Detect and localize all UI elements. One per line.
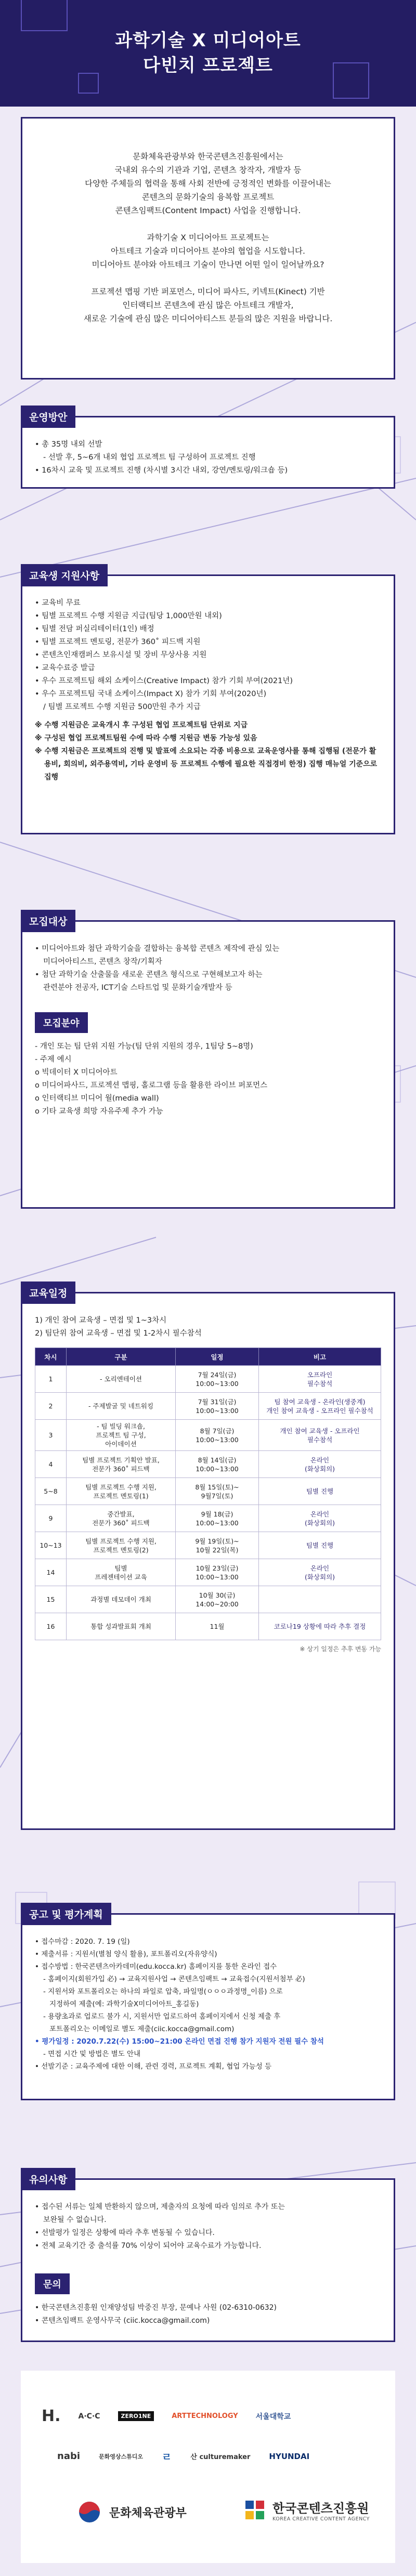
table-cell-note: 팀별 진행 <box>259 1532 381 1559</box>
partner-logo: A·C·C <box>78 2412 100 2421</box>
partner-logo: 서울대학교 <box>255 2412 291 2421</box>
table-cell-note: 개인 참여 교육생 - 오프라인 필수참석 <box>259 1420 381 1451</box>
table-cell-date: 9월 19일(토)~ 10월 22일(목) <box>176 1532 259 1559</box>
list-item: - 주제 예시 <box>35 1055 72 1064</box>
kocca-name: 한국콘텐츠진흥원 <box>272 2501 369 2516</box>
intro-paragraph-2 <box>38 231 378 271</box>
intro-line: 콘텐츠임팩트(Content Impact) 사업을 진행합니다. <box>115 206 301 215</box>
mcst-name: 문화체육관광부 <box>109 2506 187 2520</box>
table-cell-date: 8월 7일(금) 10:00~13:00 <box>176 1420 259 1451</box>
intro-line: 과학기술 X 미디어아트 프로젝트는 <box>147 233 269 242</box>
list-item: - 지원서와 포트폴리오는 하나의 파일로 압축, 파일명(ㅇㅇㅇ과정명_이름) 으로 <box>43 1987 283 1996</box>
table-row <box>35 1586 381 1613</box>
table-row <box>35 1420 381 1451</box>
list-item: 지정하여 제출(예: 과학기술X미디어아트_홍길동) <box>49 2000 199 2008</box>
list-item: - 용량초과로 업로드 불가 시, 지원서만 업로드하여 홈페이지에서 신청 제출 후 <box>43 2012 281 2021</box>
schedule-panel <box>21 1292 395 1830</box>
partner-logos-row-1 <box>42 2407 291 2425</box>
list-item: 보완될 수 없습니다. <box>43 2216 107 2224</box>
mcst-logo <box>78 2501 187 2523</box>
list-item: • 콘텐츠인재캠퍼스 보유시설 및 장비 무상사용 지원 <box>35 651 207 659</box>
section-label-apply: 공고 및 평가계획 <box>21 1903 111 1925</box>
table-cell-session: 3 <box>35 1420 67 1451</box>
table-cell-category: 통합 성과발표회 개최 <box>67 1613 176 1640</box>
intro-line: 미디어아트 분야와 아트테크 기술이 만나면 어떤 일이 일어날까요? <box>92 260 324 269</box>
hero-banner <box>0 0 416 107</box>
partner-logo: HYUNDAI <box>269 2451 310 2461</box>
list-item: • 팀별 전담 퍼실리테이터(1인) 배정 <box>35 625 154 633</box>
list-item: o 인터랙티브 미디어 월(media wall) <box>35 1094 159 1103</box>
list-item: • 선발기준 : 교육주제에 대한 이해, 관련 경력, 프로젝트 계획, 협업 가능성 등 <box>35 2062 272 2071</box>
partner-logos-row-2 <box>57 2449 309 2464</box>
intro-line: 국내외 유수의 기관과 기업, 콘텐츠 창작자, 개발자 등 <box>114 165 302 175</box>
list-item: • 전체 교육기간 중 출석률 70% 이상이 되어야 교육수료가 가능합니다. <box>35 2242 262 2250</box>
list-item: 미디어아티스트, 콘텐츠 창작/기획자 <box>43 958 162 966</box>
table-row <box>35 1393 381 1420</box>
table-row <box>35 1505 381 1532</box>
table-cell-category: 팀별 프로젝트 수행 지원, 프로젝트 멘토링(1) <box>67 1478 176 1505</box>
list-item: • 우수 프로젝트팀 국내 쇼케이스(Impact X) 참가 기회 부여(2020년) <box>35 690 267 698</box>
table-header-row <box>35 1348 381 1366</box>
table-cell-note: 팀별 진행 <box>259 1478 381 1505</box>
table-row <box>35 1532 381 1559</box>
schedule-intro-line: 1) 개인 참여 교육생 – 면접 및 1~3차시 <box>35 1316 167 1325</box>
note-item: ※ 수행 지원금은 프로젝트의 진행 및 발표에 소요되는 각종 비용으로 교육운영사를 통해 집행됨 (전문가 활용비, 회의비, 외주용역비, 기타 운영비 등 프로젝트 수행에 필요한 직접경비 한정) 집행 매뉴얼 기준으로 집행 <box>35 747 378 781</box>
kocca-logo <box>244 2498 370 2522</box>
table-cell-note: 코로나19 상황에 따라 추후 결정 <box>259 1613 381 1640</box>
target-panel <box>21 920 395 1209</box>
table-cell-session: 2 <box>35 1393 67 1420</box>
list-item: o 기타 교육생 희망 자유주제 추가 가능 <box>35 1107 163 1116</box>
list-item: - 선발 후, 5~6개 내외 협업 프로젝트 팀 구성하여 프로젝트 진행 <box>43 453 256 462</box>
list-item: o 빅데이터 X 미디어아트 <box>35 1068 118 1077</box>
schedule-footnote: ※ 상기 일정은 추후 변동 가능 <box>300 1645 381 1653</box>
table-cell-date: 8월 15일(토)~ 9월7일(토) <box>176 1478 259 1505</box>
list-item: • 콘텐츠임팩트 운영사무국 (ciic.kocca@gmail.com) <box>35 2317 210 2325</box>
table-cell-category: 과정별 데모데이 개최 <box>67 1586 176 1613</box>
table-row <box>35 1451 381 1478</box>
table-cell-date: 10월 30(금) 14:00~20:00 <box>176 1586 259 1613</box>
operation-panel <box>21 416 395 489</box>
table-cell-session: 15 <box>35 1586 67 1613</box>
table-cell-note: 팀 참여 교육생 - 온라인(생중계) 개인 참여 교육생 - 오프라인 필수참석 <box>259 1393 381 1420</box>
table-cell-note: 오프라인 필수참석 <box>259 1366 381 1393</box>
table-cell-category: - 팀 빌딩 워크숍, 프로젝트 팀 구성, 아이데이션 <box>67 1420 176 1451</box>
section-label-field: 모집분야 <box>35 1012 88 1033</box>
list-item: • 팀별 프로젝트 수행 지원금 지급(팀당 1,000만원 내외) <box>35 612 222 620</box>
table-cell-session: 16 <box>35 1613 67 1640</box>
table-row <box>35 1559 381 1586</box>
partner-logo: 산 culturemaker <box>190 2453 251 2461</box>
table-cell-session: 10~13 <box>35 1532 67 1559</box>
list-item: o 미디어파사드, 프로젝션 맵핑, 홀로그램 등을 활용한 라이브 퍼포먼스 <box>35 1081 268 1090</box>
apply-panel <box>21 1913 395 2100</box>
list-item: • 접수마감 : 2020. 7. 19 (일) <box>35 1938 130 1946</box>
list-item: • 접수방법 : 한국콘텐츠아카데미(edu.kocca.kr) 홈페이지를 통한 온라인 접수 <box>35 1963 277 1971</box>
table-cell-category: 팀별 프레젠테이션 교육 <box>67 1559 176 1586</box>
list-item: • 평가일정 : 2020.7.22(수) 15:00~21:00 온라인 면접 진행 참가 지원자 전원 필수 참석 <box>35 2037 324 2046</box>
intro-line: 새로운 기술에 관심 많은 미디어아티스트 분들의 많은 지원을 바랍니다. <box>83 314 333 323</box>
intro-line: 프로젝션 맵핑 기반 퍼포먼스, 미디어 파사드, 키넥트(Kinect) 기반 <box>91 287 325 296</box>
partner-logo: ARTTECHNOLOGY <box>172 2412 238 2420</box>
table-cell-note: 온라인 (화상회의) <box>259 1559 381 1586</box>
column-header: 비고 <box>259 1348 381 1366</box>
section-label-operation: 운영방안 <box>21 406 75 428</box>
list-item: • 교육수료증 발급 <box>35 664 95 672</box>
intro-line: 콘텐츠의 문화기술의 융복합 프로젝트 <box>141 192 275 202</box>
intro-panel <box>21 117 395 380</box>
table-cell-date: 11월 <box>176 1613 259 1640</box>
list-item: • 총 35명 내외 선발 <box>35 440 102 449</box>
table-cell-session: 4 <box>35 1451 67 1478</box>
note-item: ※ 구성된 협업 프로젝트팀원 수에 따라 수행 지원금 변동 가능성 있음 <box>35 734 257 742</box>
caution-panel <box>21 2178 395 2342</box>
table-cell-date: 10월 23일(금) 10:00~13:00 <box>176 1559 259 1586</box>
intro-paragraph-1 <box>38 150 378 217</box>
table-cell-date: 7월 31일(금) 10:00~13:00 <box>176 1393 259 1420</box>
mcst-emblem-icon <box>78 2501 101 2523</box>
page-title-line1: 과학기술 X 미디어아트 <box>115 30 301 51</box>
section-label-schedule: 교육일정 <box>21 1282 75 1304</box>
section-label-caution: 유의사항 <box>21 2168 75 2190</box>
column-header: 일정 <box>176 1348 259 1366</box>
partner-logo: ㄹ <box>162 2451 172 2463</box>
schedule-table <box>35 1348 381 1640</box>
section-label-contact: 문의 <box>35 2273 70 2294</box>
list-item: - 면접 시간 및 방법은 별도 안내 <box>43 2050 141 2058</box>
intro-line: 아트테크 기술과 미디어아트 분야의 협업을 시도합니다. <box>111 246 305 256</box>
list-item: • 제출서류 : 지원서(별첨 양식 활용), 포트폴리오(자유양식) <box>35 1950 217 1958</box>
table-cell-session: 5~8 <box>35 1478 67 1505</box>
table-cell-session: 9 <box>35 1505 67 1532</box>
intro-line: 문화체육관광부와 한국콘텐츠진흥원에서는 <box>133 152 283 161</box>
list-item: • 첨단 과학기술 산출물을 새로운 콘텐츠 형식으로 구현해보고자 하는 <box>35 971 263 979</box>
list-item: - 홈페이지(회원가입 必) → 교육지원사업 → 콘텐츠임팩트 → 교육접수(지원서첨부 必) <box>43 1975 305 1983</box>
list-item: / 팀별 프로젝트 수행 지원금 500만원 추가 지급 <box>43 703 201 711</box>
schedule-intro-line: 2) 팀단위 참여 교육생 – 면접 및 1-2차시 필수참석 <box>35 1329 202 1338</box>
section-label-support: 교육생 지원사항 <box>21 564 108 586</box>
list-item: • 미디어아트와 첨단 과학기술을 결합하는 융복합 콘텐츠 제작에 관심 있는 <box>35 945 280 953</box>
page-title-line2: 다빈치 프로젝트 <box>143 55 273 76</box>
list-item: • 교육비 무료 <box>35 599 81 607</box>
support-panel <box>21 574 395 834</box>
table-cell-date: 8월 14일(금) 10:00~13:00 <box>176 1451 259 1478</box>
table-cell-note: 온라인 (화상회의) <box>259 1451 381 1478</box>
list-item: - 개인 또는 팀 단위 지원 가능(팀 단위 지원의 경우, 1팀당 5~8명) <box>35 1042 253 1051</box>
table-cell-category: - 주제발굴 및 네트워킹 <box>67 1393 176 1420</box>
list-item: • 접수된 서류는 일체 반환하지 않으며, 제출자의 요청에 따라 임의로 추가 또는 <box>35 2203 285 2211</box>
table-row <box>35 1478 381 1505</box>
table-row <box>35 1366 381 1393</box>
list-item: 포트폴리오는 이메일로 별도 제출(ciic.kocca@gmail.com) <box>49 2025 235 2033</box>
partner-logo: H. <box>42 2407 61 2425</box>
kocca-name-en: KOREA CREATIVE CONTENT AGENCY <box>272 2516 370 2522</box>
table-cell-category: 팀별 프로젝트 수행 지원, 프로젝트 멘토링(2) <box>67 1532 176 1559</box>
list-item: • 우수 프로젝트팀 해외 쇼케이스(Creative Impact) 참가 기회 부여(2021년) <box>35 677 293 685</box>
table-cell-note: 온라인 (화상회의) <box>259 1505 381 1532</box>
list-item: • 16차시 교육 및 프로젝트 진행 (차시별 3시간 내외, 강연/멘토링/워크숍 등) <box>35 466 288 475</box>
table-cell-session: 1 <box>35 1366 67 1393</box>
column-header: 차시 <box>35 1348 67 1366</box>
list-item: • 한국콘텐츠진흥원 인재양성팀 박중진 부장, 문예나 사원 (02-6310-0632) <box>35 2304 277 2312</box>
table-cell-date: 7월 24일(금) 10:00~13:00 <box>176 1366 259 1393</box>
intro-line: 인터랙티브 콘텐츠에 관심 많은 아트테크 개발자, <box>122 300 294 310</box>
list-item: • 팀별 프로젝트 멘토링, 전문가 360˚ 피드백 지원 <box>35 638 201 646</box>
kocca-emblem-icon <box>244 2500 265 2520</box>
intro-paragraph-3 <box>38 285 378 325</box>
intro-line: 다양한 주체들의 협력을 통해 사회 전반에 긍정적인 변화를 이끌어내는 <box>85 179 331 188</box>
table-cell-category: 중간발표, 전문가 360˚ 피드백 <box>67 1505 176 1532</box>
table-cell-category: - 오리엔테이션 <box>67 1366 176 1393</box>
partner-logo: nabi <box>57 2451 81 2462</box>
table-cell-category: 팀별 프로젝트 기획안 발표, 전문가 360˚ 피드백 <box>67 1451 176 1478</box>
section-label-target: 모집대상 <box>21 910 75 932</box>
note-item: ※ 수행 지원금은 교육개시 후 구성된 협업 프로젝트팀 단위로 지급 <box>35 721 248 729</box>
column-header: 구분 <box>67 1348 176 1366</box>
table-cell-session: 14 <box>35 1559 67 1586</box>
list-item: 관련분야 전공자, ICT기술 스타트업 및 문화기술개발자 등 <box>43 984 232 992</box>
table-cell-date: 9월 18(금) 10:00~13:00 <box>176 1505 259 1532</box>
table-cell-note <box>259 1586 381 1613</box>
table-row <box>35 1613 381 1640</box>
partner-logo: ZERO1NE <box>118 2411 154 2421</box>
list-item: • 선발평가 일정은 상황에 따라 추후 변동될 수 있습니다. <box>35 2229 215 2237</box>
partner-logo: 문화영상스튜디오 <box>99 2453 144 2460</box>
footer-logos <box>21 2371 395 2563</box>
